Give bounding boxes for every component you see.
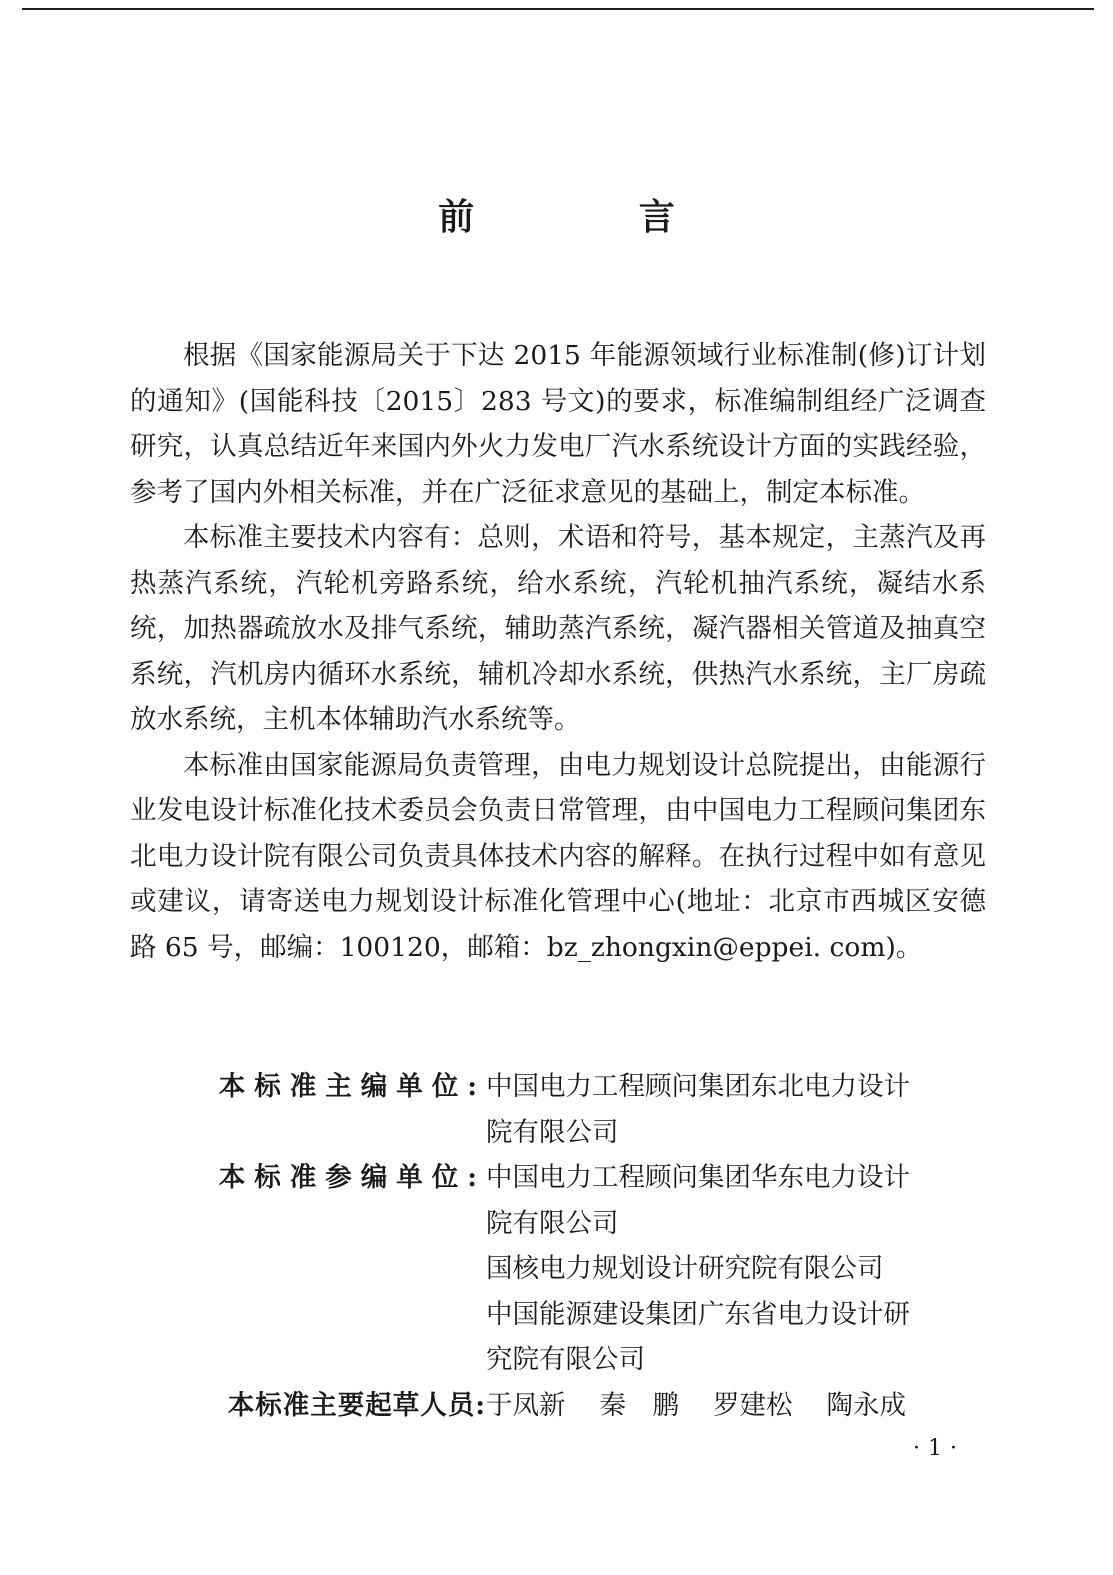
drafters-row bbox=[130, 1383, 1000, 1429]
chief-editor-values bbox=[486, 1064, 1000, 1155]
participating-line: 中国电力工程顾问集团华东电力设计 bbox=[486, 1162, 910, 1193]
participating-values bbox=[486, 1155, 1000, 1383]
participating-line: 中国能源建设集团广东省电力设计研 bbox=[486, 1298, 910, 1330]
paragraph-management: 本标准由国家能源局负责管理，由电力规划设计总院提出，由能源行业发电设计标准化技术委员会负责日常管理，由中国电力工程顾问集团东北电力设计院有限公司负责具体技术内容的解释。在执行过程中如有意见或建议，请寄送电力规划设计标准化管理中心(地址：北京市西城区安德路 65 号，邮编：100120，邮箱：bz_zhongxin@eppei. com)。 bbox=[130, 749, 986, 963]
paragraph-contents: 本标准主要技术内容有：总则，术语和符号，基本规定，主蒸汽及再热蒸汽系统，汽轮机旁路系统，给水系统，汽轮机抽汽系统，凝结水系统，加热器疏放水及排气系统，辅助蒸汽系统，凝汽器相关管道及抽真空系统，汽机房内循环水系统，辅机冷却水系统，供热汽水系统，主厂房疏放水系统，主机本体辅助汽水系统等。 bbox=[130, 522, 986, 735]
drafter-name: 陶永成 bbox=[826, 1389, 906, 1421]
units-section bbox=[130, 1064, 1000, 1428]
participating-line: 究院有限公司 bbox=[486, 1344, 645, 1375]
drafters-values bbox=[486, 1383, 1000, 1429]
page-number: ·1· bbox=[913, 1436, 965, 1461]
participating-line: 院有限公司 bbox=[486, 1207, 619, 1239]
drafter-name: 罗建松 bbox=[713, 1389, 793, 1421]
participating-row bbox=[130, 1155, 1000, 1383]
preface-body bbox=[130, 333, 986, 970]
chief-editor-row bbox=[130, 1064, 1000, 1155]
participating-label: 本标准参编单位: bbox=[218, 1162, 486, 1193]
participating-line: 国核电力规划设计研究院有限公司 bbox=[486, 1253, 884, 1284]
top-rule bbox=[22, 8, 1094, 10]
chief-editor-line: 中国电力工程顾问集团东北电力设计 bbox=[486, 1071, 910, 1102]
drafter-name: 于凤新 bbox=[486, 1389, 566, 1421]
chief-editor-line: 院有限公司 bbox=[486, 1116, 619, 1148]
drafter-name: 秦 鹏 bbox=[599, 1389, 679, 1421]
chief-editor-label: 本标准主编单位: bbox=[218, 1071, 486, 1102]
page-title: 前 言 bbox=[438, 196, 751, 238]
drafters-label: 本标准主要起草人员: bbox=[227, 1389, 486, 1421]
paragraph-background: 根据《国家能源局关于下达 2015 年能源领域行业标准制(修)订计划的通知》(国能科技〔2015〕283 号文)的要求，标准编制组经广泛调查研究，认真总结近年来国内外火力发电厂汽水系统设计方面的实践经验，参考了国内外相关标准，并在广泛征求意见的基础上，制定本标准。 bbox=[130, 340, 986, 508]
